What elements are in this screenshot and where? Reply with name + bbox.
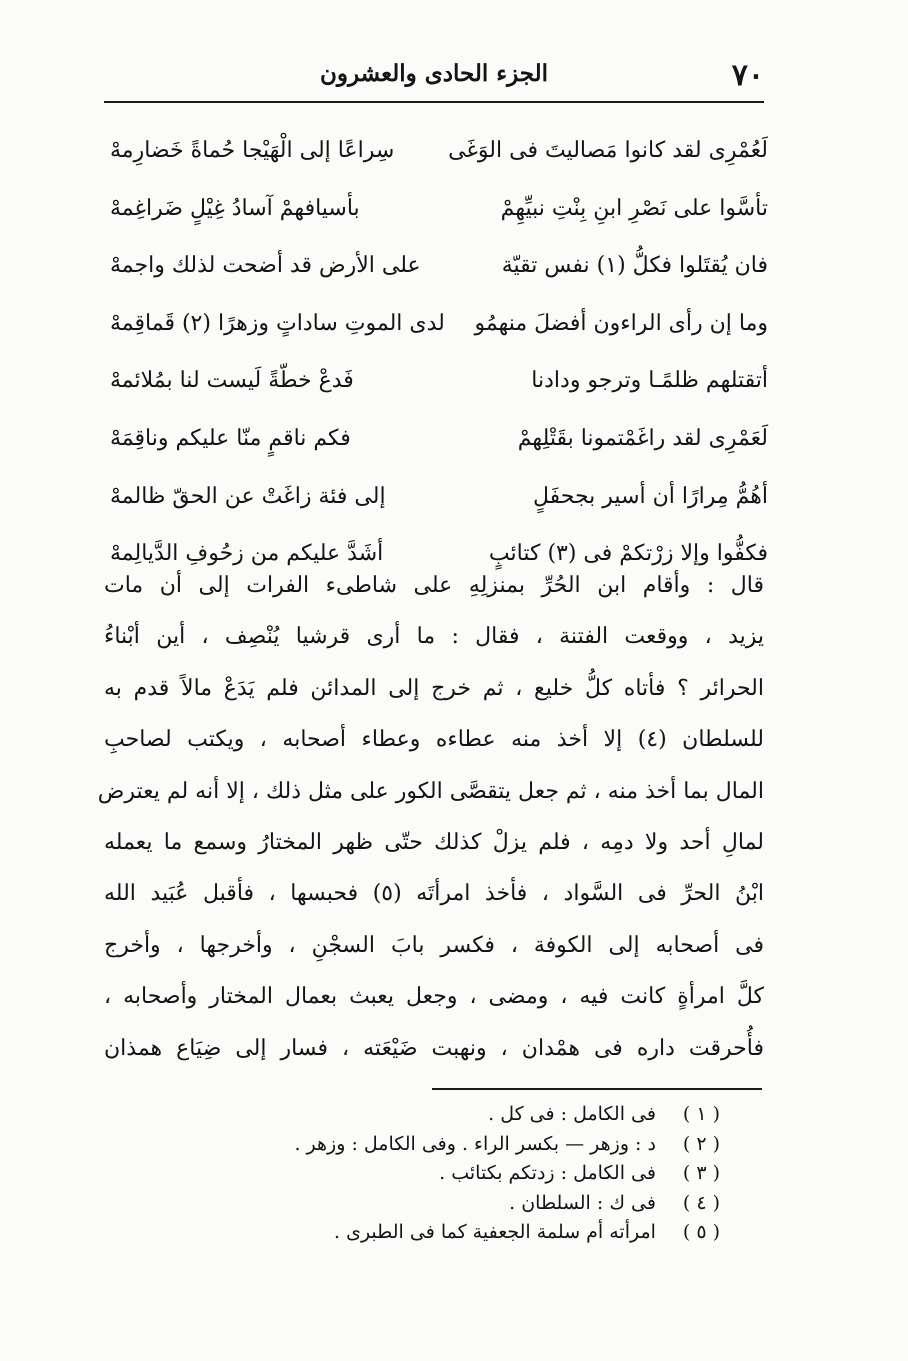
- verse-second-hemistich: إلى فئة زاغَتْ عن الحقّ ظالمهْ: [110, 483, 386, 509]
- verse-first-hemistich: لَعَمْرِى لقد راغَمْتمونا بقَتْلِهمْ: [517, 425, 768, 451]
- prose-line: يزيد ، ووقعت الفتنة ، فقال : ما أرى قرشيا يُنْصِف ، أين أبْناءُ: [104, 624, 764, 650]
- verse-line: [104, 138, 768, 196]
- footnote-number: ( ٤ ): [682, 1191, 720, 1214]
- footnote-number: ( ٥ ): [682, 1221, 720, 1243]
- footnote-text: فى ك : السلطان .: [509, 1191, 656, 1214]
- footnote-number: ( ٢ ): [682, 1132, 720, 1155]
- poem: [104, 138, 768, 599]
- footnotes: [160, 1100, 720, 1248]
- verse-second-hemistich: أشَدَّ عليكم من زحُوفِ الدَّيالِمهْ: [110, 541, 384, 567]
- prose-line: لمالِ أحد ولا دمِه ، فلم يزلْ كذلك حتّى ظهر المختارُ وسمع ما يعمله: [104, 829, 764, 855]
- running-title: الجزء الحادى والعشرون: [319, 60, 549, 87]
- verse-line: [104, 311, 768, 369]
- footnote-text: د : وزهر — بكسر الراء . وفى الكامل : وزهر .: [294, 1132, 656, 1155]
- header-rule: [104, 101, 764, 103]
- prose-line: فى أصحابه إلى الكوفة ، فكسر بابَ السجْنِ ، وأخرجها ، وأخرج: [104, 932, 764, 958]
- prose-line: ابْنُ الحرِّ فى السَّواد ، فأخذ امرأتَه (٥) فحبسها ، فأقبل عُبَيد الله: [104, 881, 765, 907]
- verse-first-hemistich: أتقتلهم ظلمًـا وترجو ودادنا: [531, 368, 768, 394]
- page-number: ٧٠: [731, 58, 764, 93]
- footnote: [160, 1130, 720, 1160]
- footnote-number: ( ١ ): [682, 1103, 720, 1125]
- verse-second-hemistich: سِراعًا إلى الْهَيْجا حُماةً خَضارِمهْ: [110, 138, 395, 163]
- verse-first-hemistich: أهُمُّ مِرارًا أن أسير بجحفَلٍ: [532, 483, 768, 509]
- verse-first-hemistich: فكفُّوا وإلا زرْتكمْ فى (٣) كتائبٍ: [488, 541, 768, 567]
- footnote-text: فى الكامل : زدتكم بكتائب .: [439, 1162, 656, 1184]
- verse-second-hemistich: على الأرض قد أضحت لذلك واجمهْ: [110, 253, 421, 279]
- prose-line: للسلطان (٤) إلا أخذ منه عطاءه وعطاء أصحابه ، ويكتب لصاحبِ: [104, 727, 764, 753]
- prose-paragraph: [97, 566, 765, 1080]
- footnote-number: ( ٣ ): [682, 1162, 720, 1184]
- prose-line: قال : وأقام ابن الحُرِّ بمنزلِهِ على شاطىء الفرات إلى أن مات: [104, 573, 764, 598]
- verse-first-hemistich: تأسَّوا على نَصْرِ ابنِ بِنْتِ نبيِّهِمْ: [500, 195, 768, 221]
- verse-second-hemistich: بأسيافهمْ آسادُ غِيْلٍ ضَراغِمهْ: [110, 195, 360, 221]
- verse-second-hemistich: فَدعْ خطّةً لَيست لنا بمُلائمهْ: [110, 368, 354, 394]
- verse-first-hemistich: لَعُمْرِى لقد كانوا مَصاليتَ فى الوَغَى: [448, 138, 768, 163]
- footnote-text: فى الكامل : فى كل .: [488, 1103, 656, 1125]
- verse-second-hemistich: لدى الموتِ ساداتٍ وزهرًا (٢) قَماقِمهْ: [110, 310, 445, 336]
- footnote-rule: [432, 1088, 762, 1090]
- verse-line: [104, 426, 768, 484]
- prose-line: كلَّ امرأةٍ كانت فيه ، ومضى ، وجعل يعبث بعمال المختار وأصحابه ،: [104, 984, 764, 1010]
- footnote-text: امرأته أم سلمة الجعفية كما فى الطبرى .: [334, 1221, 656, 1243]
- verse-second-hemistich: فكم ناقمٍ منّا عليكم وناقِمَهْ: [110, 425, 351, 451]
- footnote: [160, 1100, 720, 1130]
- verse-first-hemistich: وما إن رأى الراءون أفضلَ منهمُو: [474, 310, 768, 336]
- verse-line: [104, 253, 768, 311]
- footnote: [160, 1159, 720, 1189]
- verse-line: [104, 484, 768, 542]
- prose-line: المال بما أخذ منه ، ثم جعل يتقصَّى الكور على مثل ذلك ، إلا أنه لم يعترض: [97, 778, 764, 804]
- verse-line: [104, 196, 768, 254]
- verse-first-hemistich: فان يُقتَلوا فكلُّ (١) نفس تقيّة: [501, 253, 768, 279]
- footnote: [160, 1189, 720, 1219]
- page-header: [104, 58, 764, 96]
- prose-line: الحرائر ؟ فأتاه كلُّ خليع ، ثم خرج إلى المدائن فلم يَدَعْ مالاً قدم به: [104, 675, 764, 701]
- verse-line: [104, 368, 768, 426]
- prose-line: فأُحرقت داره فى همْدان ، ونهبت ضَيْعَته ، فسار إلى ضِيَاع همذان: [104, 1035, 764, 1061]
- footnote: [160, 1218, 720, 1248]
